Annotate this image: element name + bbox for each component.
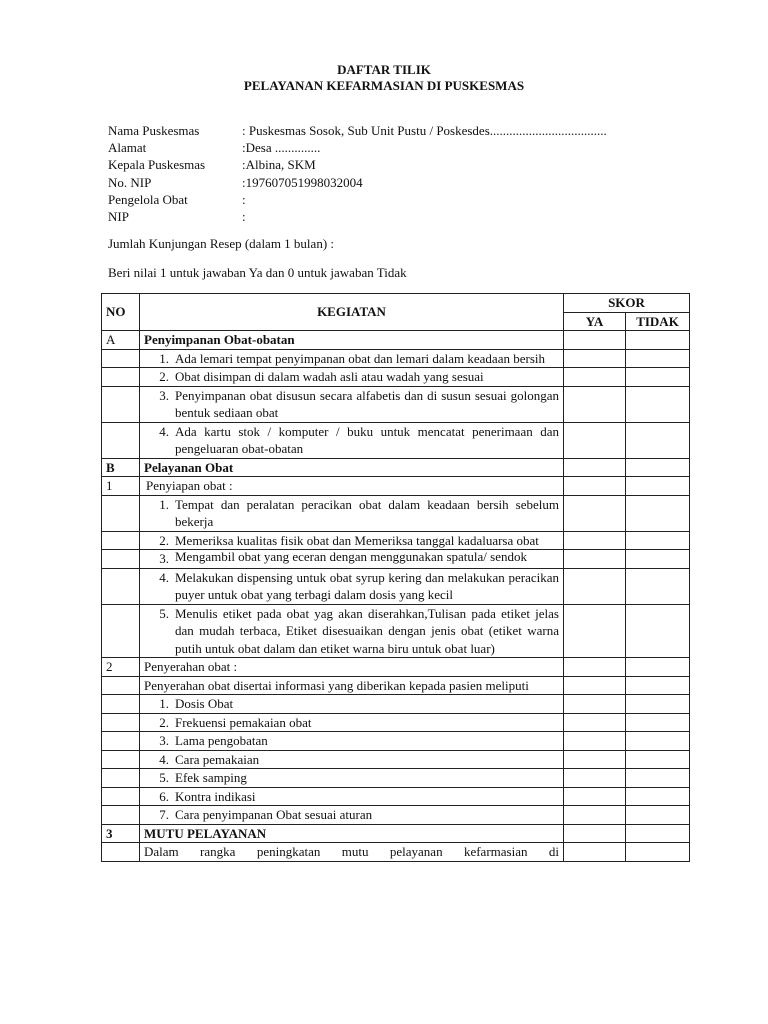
score-yes-cell[interactable] <box>564 386 626 422</box>
score-yes-cell[interactable] <box>564 695 626 714</box>
score-no-cell[interactable] <box>626 713 690 732</box>
score-yes-cell[interactable] <box>564 750 626 769</box>
table-row <box>102 368 690 387</box>
info-block <box>108 122 607 225</box>
list-item: 2. Obat disimpan di dalam wadah asli atau wadah yang sesuai <box>159 369 484 384</box>
score-no-cell[interactable] <box>626 732 690 751</box>
score-no-cell[interactable] <box>626 843 690 862</box>
row-number: 1 <box>102 477 140 496</box>
document-subtitle: PELAYANAN KEFARMASIAN DI PUSKESMAS <box>243 78 525 93</box>
table-row <box>102 568 690 604</box>
list-item: 2. Memeriksa kualitas fisik obat dan Memeriksa tanggal kadaluarsa obat <box>159 532 539 548</box>
list-item: 3. Penyimpanan obat disusun secara alfabetis dan di susun sesuai golongan bentuk sediaan obat <box>159 387 559 420</box>
info-value: :Desa .............. <box>242 140 321 156</box>
subsection-title: MUTU PELAYANAN <box>140 824 564 843</box>
row-number: 3 <box>102 824 140 843</box>
table-row <box>102 495 690 531</box>
score-no-cell[interactable] <box>626 769 690 788</box>
score-no-cell[interactable] <box>626 806 690 825</box>
table-row <box>102 658 690 677</box>
score-no-cell[interactable] <box>626 531 690 550</box>
score-no-cell[interactable] <box>626 787 690 806</box>
info-label: Kepala Puskesmas <box>108 157 206 173</box>
row-number: B <box>102 458 140 477</box>
info-value: : Puskesmas Sosok, Sub Unit Pustu / Poskesdes.................................... <box>242 123 607 138</box>
score-yes-cell[interactable] <box>564 531 626 550</box>
score-yes-cell[interactable] <box>564 458 626 477</box>
row-number: 2 <box>102 658 140 677</box>
list-item: 2. Frekuensi pemakaian obat <box>159 714 312 730</box>
table-row <box>102 477 690 496</box>
score-yes-cell[interactable] <box>564 769 626 788</box>
table-row <box>102 695 690 714</box>
table-row <box>102 843 690 862</box>
info-value: :Albina, SKM <box>242 157 316 173</box>
table-row <box>102 349 690 368</box>
info-row-head <box>108 156 607 173</box>
score-yes-cell[interactable] <box>564 550 626 569</box>
table-row <box>102 422 690 458</box>
info-value: : <box>242 191 246 207</box>
list-item: 5. Menulis etiket pada obat yag akan diserahkan,Tulisan pada etiket jelas dan mudah terbaca, Etiket disesuaikan dengan jenis obat (etiket warna putih untuk obat dalam dan etiket warna biru untuk obat luar) <box>159 605 559 656</box>
score-yes-cell[interactable] <box>564 658 626 677</box>
score-no-cell[interactable] <box>626 458 690 477</box>
info-value: : <box>242 209 246 225</box>
score-yes-cell[interactable] <box>564 331 626 350</box>
score-yes-cell[interactable] <box>564 713 626 732</box>
table-row <box>102 787 690 806</box>
table-row <box>102 458 690 477</box>
col-header-score: SKOR <box>564 294 690 313</box>
table-row <box>102 824 690 843</box>
table-row <box>102 604 690 658</box>
visit-count-note: Jumlah Kunjungan Resep (dalam 1 bulan) : <box>108 236 335 251</box>
info-label: Nama Puskesmas <box>108 123 200 138</box>
list-item: 7. Cara penyimpanan Obat sesuai aturan <box>159 807 373 822</box>
score-yes-cell[interactable] <box>564 787 626 806</box>
score-no-cell[interactable] <box>626 368 690 387</box>
table-row <box>102 713 690 732</box>
subsection-title: Penyiapan obat : <box>140 477 564 496</box>
score-no-cell[interactable] <box>626 331 690 350</box>
col-header-no: NO <box>102 294 140 331</box>
score-no-cell[interactable] <box>626 695 690 714</box>
col-header-yes: YA <box>564 312 626 331</box>
score-no-cell[interactable] <box>626 750 690 769</box>
table-row <box>102 676 690 695</box>
table-row <box>102 386 690 422</box>
list-item: 5. Efek samping <box>159 770 247 785</box>
score-yes-cell[interactable] <box>564 676 626 695</box>
score-no-cell[interactable] <box>626 658 690 677</box>
info-row-manager <box>108 191 607 208</box>
score-no-cell[interactable] <box>626 422 690 458</box>
list-item: 6. Kontra indikasi <box>159 788 256 804</box>
scoring-instruction: Beri nilai 1 untuk jawaban Ya dan 0 untuk jawaban Tidak <box>108 265 407 280</box>
score-yes-cell[interactable] <box>564 843 626 862</box>
col-header-activity: KEGIATAN <box>140 294 564 331</box>
list-item: 1. Dosis Obat <box>159 696 234 711</box>
info-row-address <box>108 139 607 156</box>
section-title: Pelayanan Obat <box>140 458 564 477</box>
score-no-cell[interactable] <box>626 824 690 843</box>
document-title: DAFTAR TILIK <box>337 62 431 77</box>
table-row <box>102 750 690 769</box>
score-no-cell[interactable] <box>626 386 690 422</box>
list-item: 4. Ada kartu stok / komputer / buku untuk mencatat penerimaan dan pengeluaran obat-obatan <box>159 423 559 456</box>
info-label: Alamat <box>108 140 147 156</box>
info-row-puskesmas <box>108 122 607 139</box>
list-item: 3. Lama pengobatan <box>159 733 268 748</box>
score-yes-cell[interactable] <box>564 568 626 604</box>
score-yes-cell[interactable] <box>564 604 626 658</box>
list-item: 4. Cara pemakaian <box>159 751 260 767</box>
score-yes-cell[interactable] <box>564 349 626 368</box>
table-row <box>102 732 690 751</box>
score-no-cell[interactable] <box>626 349 690 368</box>
score-no-cell[interactable] <box>626 477 690 496</box>
score-no-cell[interactable] <box>626 568 690 604</box>
subsection-description: Dalam rangka peningkatan mutu pelayanan kefarmasian di <box>140 843 564 862</box>
score-yes-cell[interactable] <box>564 477 626 496</box>
list-item: 1. Ada lemari tempat penyimpanan obat dan lemari dalam keadaan bersih <box>159 350 545 366</box>
score-no-cell[interactable] <box>626 604 690 658</box>
subsection-description: Penyerahan obat disertai informasi yang diberikan kepada pasien meliputi <box>140 676 564 695</box>
score-yes-cell[interactable] <box>564 422 626 458</box>
score-no-cell[interactable] <box>626 550 690 569</box>
score-no-cell[interactable] <box>626 495 690 531</box>
info-label: NIP <box>108 209 129 225</box>
list-item: 4. Melakukan dispensing untuk obat syrup kering dan melakukan peracikan puyer untuk obat yang terbagi dalam dosis yang kecil <box>159 569 559 602</box>
subsection-title: Penyerahan obat : <box>140 658 564 677</box>
list-item: 3. Mengambil obat yang eceran dengan menggunakan spatula/ sendok <box>159 549 527 566</box>
info-row-manager-nip <box>108 208 607 225</box>
col-header-no-answer: TIDAK <box>626 312 690 331</box>
table-row <box>102 331 690 350</box>
table-row <box>102 550 690 569</box>
score-yes-cell[interactable] <box>564 495 626 531</box>
info-label: No. NIP <box>108 174 152 190</box>
info-row-nip <box>108 174 607 191</box>
row-number: A <box>102 331 140 350</box>
score-yes-cell[interactable] <box>564 732 626 751</box>
info-label: Pengelola Obat <box>108 191 188 207</box>
table-row <box>102 769 690 788</box>
score-no-cell[interactable] <box>626 676 690 695</box>
table-row <box>102 531 690 550</box>
list-item: 1. Tempat dan peralatan peracikan obat dalam keadaan bersih sebelum bekerja <box>159 496 559 529</box>
checklist-table <box>101 293 690 862</box>
score-yes-cell[interactable] <box>564 806 626 825</box>
score-yes-cell[interactable] <box>564 824 626 843</box>
section-title: Penyimpanan Obat-obatan <box>140 331 564 350</box>
info-value: :197607051998032004 <box>242 174 363 190</box>
score-yes-cell[interactable] <box>564 368 626 387</box>
table-row <box>102 806 690 825</box>
